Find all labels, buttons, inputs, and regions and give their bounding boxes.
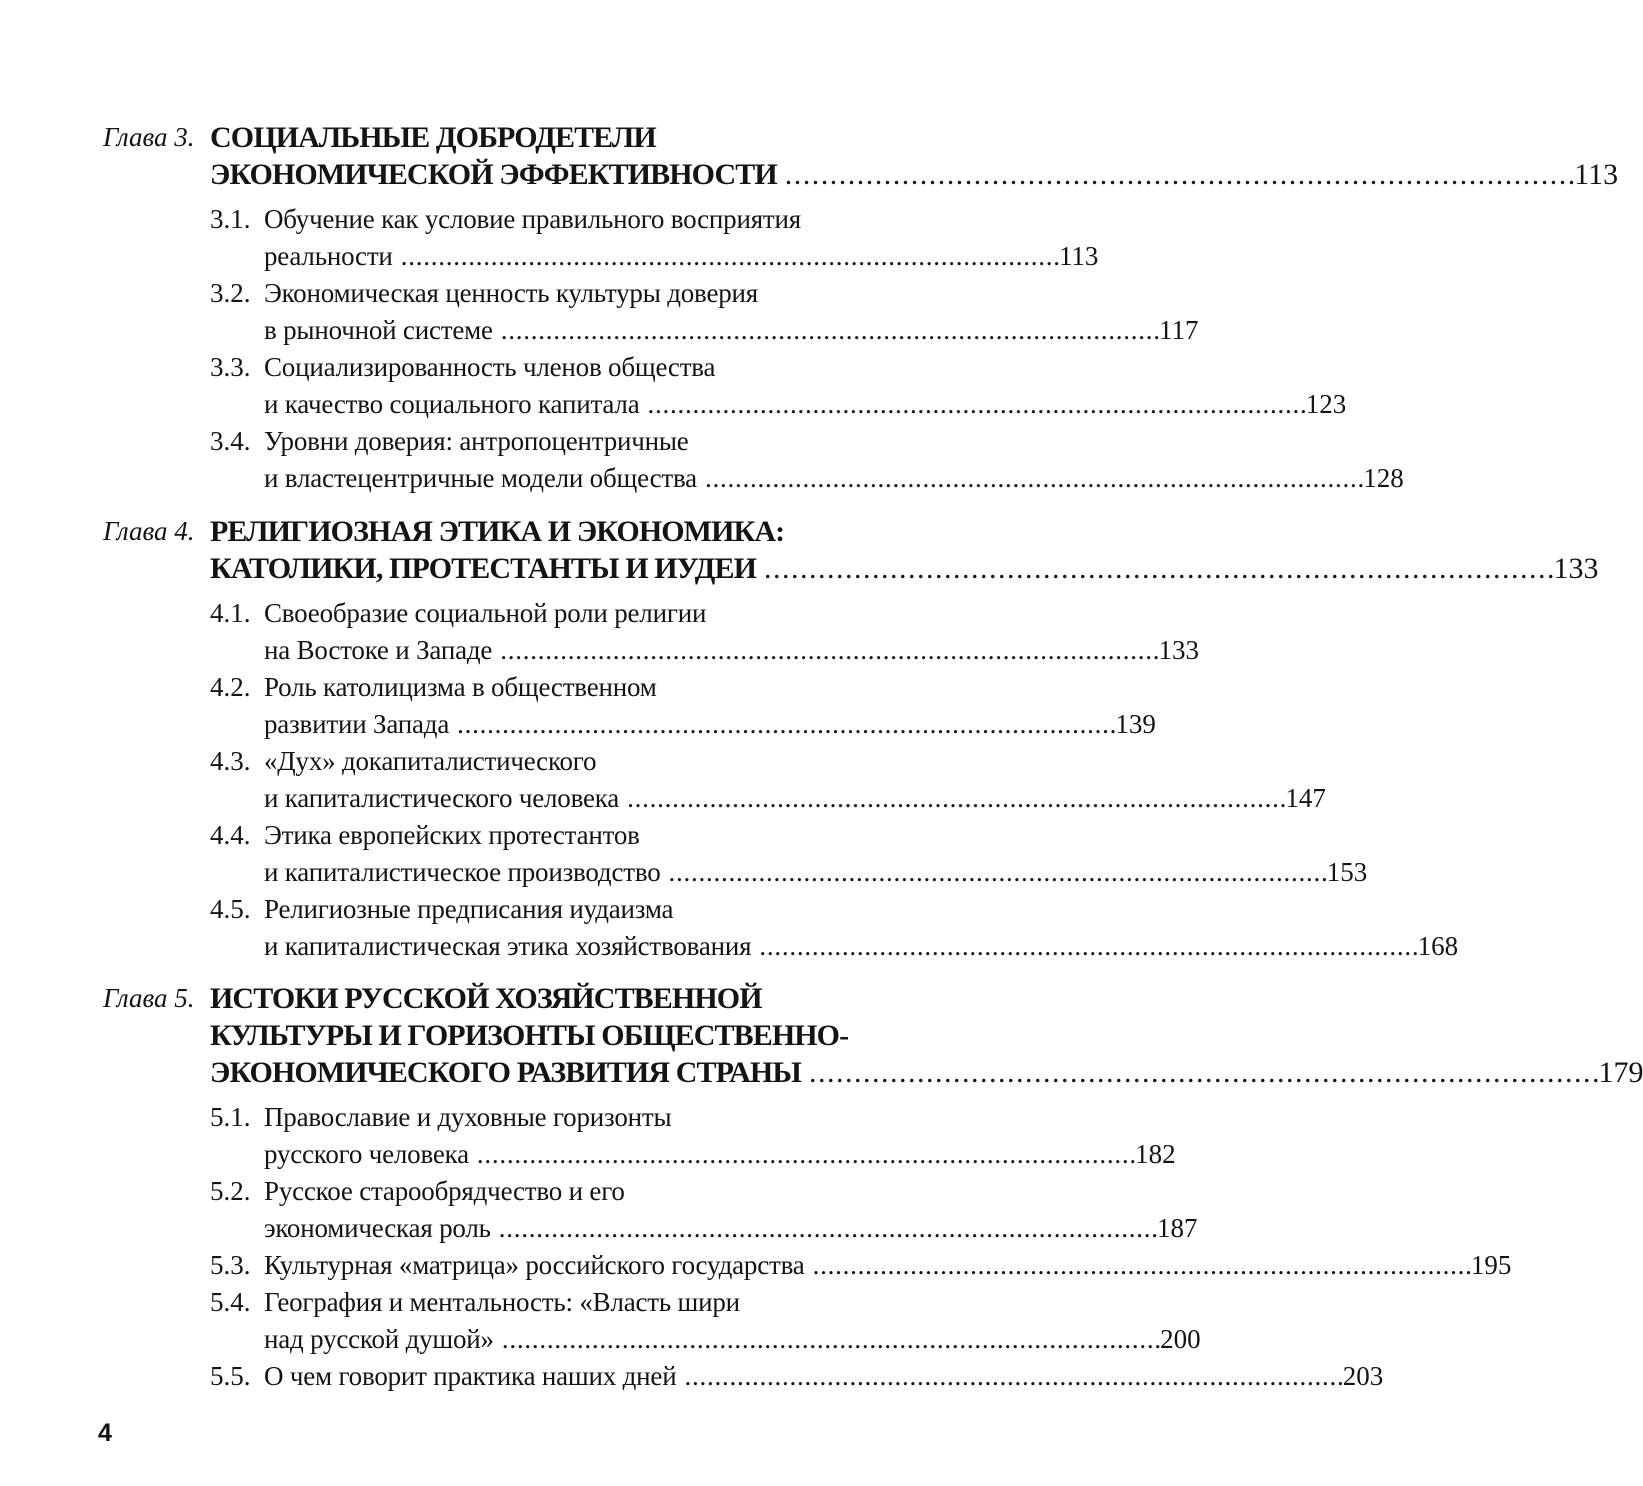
section-text: русского человека: [264, 1139, 469, 1169]
chapter-label: Глава 3.: [103, 122, 195, 152]
leader-dots: [705, 460, 1361, 497]
section-number: 5.4.: [210, 1287, 251, 1317]
chapter-title-leader-line: [210, 156, 1619, 193]
chapter-title-page-number: 179: [1598, 1056, 1643, 1089]
section-text: и качество социального капитала: [264, 389, 640, 419]
section-number: 4.1.: [210, 598, 251, 628]
section-title-line: Своеобразие социальной роли религии: [264, 598, 707, 628]
section-number: 5.1.: [210, 1102, 251, 1132]
section-text: и властецентричные модели общества: [264, 463, 697, 493]
section-leader-line: [264, 460, 1404, 497]
chapter-title: [210, 513, 1599, 587]
section-text: и капиталистического человека: [264, 783, 620, 813]
leader-dots: [500, 632, 1156, 669]
chapter-title-line: КУЛЬТУРЫ И ГОРИЗОНТЫ ОБЩЕСТВЕННО-: [210, 1019, 849, 1052]
chapter-title: [210, 119, 1619, 193]
section-title-line: География и ментальность: «Власть шири: [264, 1287, 740, 1317]
section-number: 5.5.: [210, 1361, 251, 1391]
section-leader-line: [264, 780, 1326, 817]
section-leader-line: [264, 854, 1368, 891]
section-leader-line: [264, 312, 1199, 349]
section-page-number: 195: [1470, 1250, 1512, 1280]
chapter-label: Глава 5.: [103, 983, 195, 1013]
section-title: [264, 1284, 1201, 1358]
section-page-number: 147: [1285, 783, 1326, 813]
chapter-title-leader-line: [210, 1054, 1643, 1091]
chapter-label: Глава 4.: [103, 516, 195, 546]
section-title: [264, 1358, 1384, 1395]
chapter-title-leader-line: [210, 550, 1599, 587]
section-leader-line: [264, 706, 1156, 743]
section-text: О чем говорит практика наших дней: [264, 1361, 677, 1391]
section-leader-line: [264, 1210, 1198, 1247]
section-title-line: Религиозные предписания иудаизма: [264, 894, 674, 924]
chapter-title-line: ИСТОКИ РУССКОЙ ХОЗЯЙСТВЕННОЙ: [210, 982, 762, 1015]
section-leader-line: [264, 1136, 1176, 1173]
chapter-title-text: ЭКОНОМИЧЕСКОГО РАЗВИТИЯ СТРАНЫ: [210, 1056, 801, 1089]
section-title: [264, 1173, 1198, 1247]
section-number: 3.2.: [210, 278, 251, 308]
section-number: 3.3.: [210, 352, 251, 382]
section-title: [264, 1247, 1512, 1284]
section-title: [264, 423, 1404, 497]
section-title: [264, 1099, 1176, 1173]
section-title: [264, 275, 1199, 349]
section-page-number: 153: [1326, 857, 1368, 887]
section-title-line: Этика европейских протестантов: [264, 820, 640, 850]
chapter-title-page-number: 133: [1553, 552, 1599, 585]
section-number: 4.5.: [210, 894, 251, 924]
leader-dots: [501, 312, 1157, 349]
section-leader-line: [264, 1358, 1384, 1395]
section-text: на Востоке и Западе: [264, 635, 493, 665]
leader-dots: [647, 386, 1303, 423]
section-title-line: Русское старообрядчество и его: [264, 1176, 625, 1206]
leader-dots: [684, 1358, 1340, 1395]
section-number: 3.1.: [210, 204, 251, 234]
leader-dots: [785, 158, 1573, 191]
section-title-line: Роль католицизма в общественном: [264, 672, 657, 702]
section-page-number: 139: [1115, 709, 1156, 739]
leader-dots: [813, 1247, 1469, 1284]
section-number: 4.4.: [210, 820, 251, 850]
section-page-number: 182: [1135, 1139, 1176, 1169]
section-text: над русской душой»: [264, 1324, 494, 1354]
section-title-line: Экономическая ценность культуры доверия: [264, 278, 758, 308]
chapter-title: [210, 980, 1643, 1091]
section-title-line: Православие и духовные горизонты: [264, 1102, 672, 1132]
leader-dots: [627, 780, 1283, 817]
leader-dots: [499, 1210, 1155, 1247]
section-title: [264, 817, 1368, 891]
leader-dots: [401, 238, 1057, 275]
section-page-number: 203: [1342, 1361, 1384, 1391]
section-number: 5.3.: [210, 1250, 251, 1280]
section-title: [264, 201, 1099, 275]
chapter-title-text: ЭКОНОМИЧЕСКОЙ ЭФФЕКТИВНОСТИ: [210, 158, 777, 191]
section-text: и капиталистическая этика хозяйствования: [264, 931, 752, 961]
section-text: реальности: [264, 241, 393, 271]
section-title-line: Социализированность членов общества: [264, 352, 716, 382]
section-text: в рыночной системе: [264, 315, 493, 345]
section-page-number: 123: [1305, 389, 1347, 419]
section-page-number: 117: [1159, 315, 1199, 345]
section-page-number: 187: [1156, 1213, 1198, 1243]
leader-dots: [809, 1056, 1597, 1089]
section-title: [264, 669, 1156, 743]
section-title: [264, 349, 1347, 423]
section-leader-line: [264, 238, 1099, 275]
section-title-line: Обучение как условие правильного восприятия: [264, 204, 801, 234]
section-page-number: 113: [1058, 241, 1099, 271]
section-leader-line: [264, 928, 1459, 965]
page-number: 4: [98, 1419, 112, 1447]
section-leader-line: [264, 1321, 1201, 1358]
leader-dots: [759, 928, 1415, 965]
section-title-line: Уровни доверия: антропоцентричные: [264, 426, 689, 456]
section-title: [264, 891, 1459, 965]
section-text: Культурная «матрица» российского государства: [264, 1250, 805, 1280]
section-page-number: 200: [1160, 1324, 1201, 1354]
chapter-title-line: РЕЛИГИОЗНАЯ ЭТИКА И ЭКОНОМИКА:: [210, 515, 785, 548]
section-text: экономическая роль: [264, 1213, 491, 1243]
section-number: 3.4.: [210, 426, 251, 456]
leader-dots: [502, 1321, 1158, 1358]
section-page-number: 168: [1417, 931, 1459, 961]
section-page-number: 128: [1363, 463, 1404, 493]
chapter-title-page-number: 113: [1574, 158, 1619, 191]
section-leader-line: [264, 632, 1199, 669]
section-title: [264, 595, 1199, 669]
section-number: 4.2.: [210, 672, 251, 702]
leader-dots: [457, 706, 1113, 743]
leader-dots: [764, 552, 1552, 585]
section-text: и капиталистическое производство: [264, 857, 661, 887]
section-leader-line: [264, 1247, 1512, 1284]
section-number: 5.2.: [210, 1176, 251, 1206]
leader-dots: [477, 1136, 1133, 1173]
chapter-title-line: СОЦИАЛЬНЫЕ ДОБРОДЕТЕЛИ: [210, 121, 656, 154]
section-text: развитии Запада: [264, 709, 450, 739]
chapter-title-text: КАТОЛИКИ, ПРОТЕСТАНТЫ И ИУДЕИ: [210, 552, 757, 585]
section-title-line: «Дух» докапиталистического: [264, 746, 597, 776]
section-leader-line: [264, 386, 1347, 423]
section-page-number: 133: [1158, 635, 1199, 665]
section-title: [264, 743, 1326, 817]
section-number: 4.3.: [210, 746, 251, 776]
leader-dots: [669, 854, 1325, 891]
